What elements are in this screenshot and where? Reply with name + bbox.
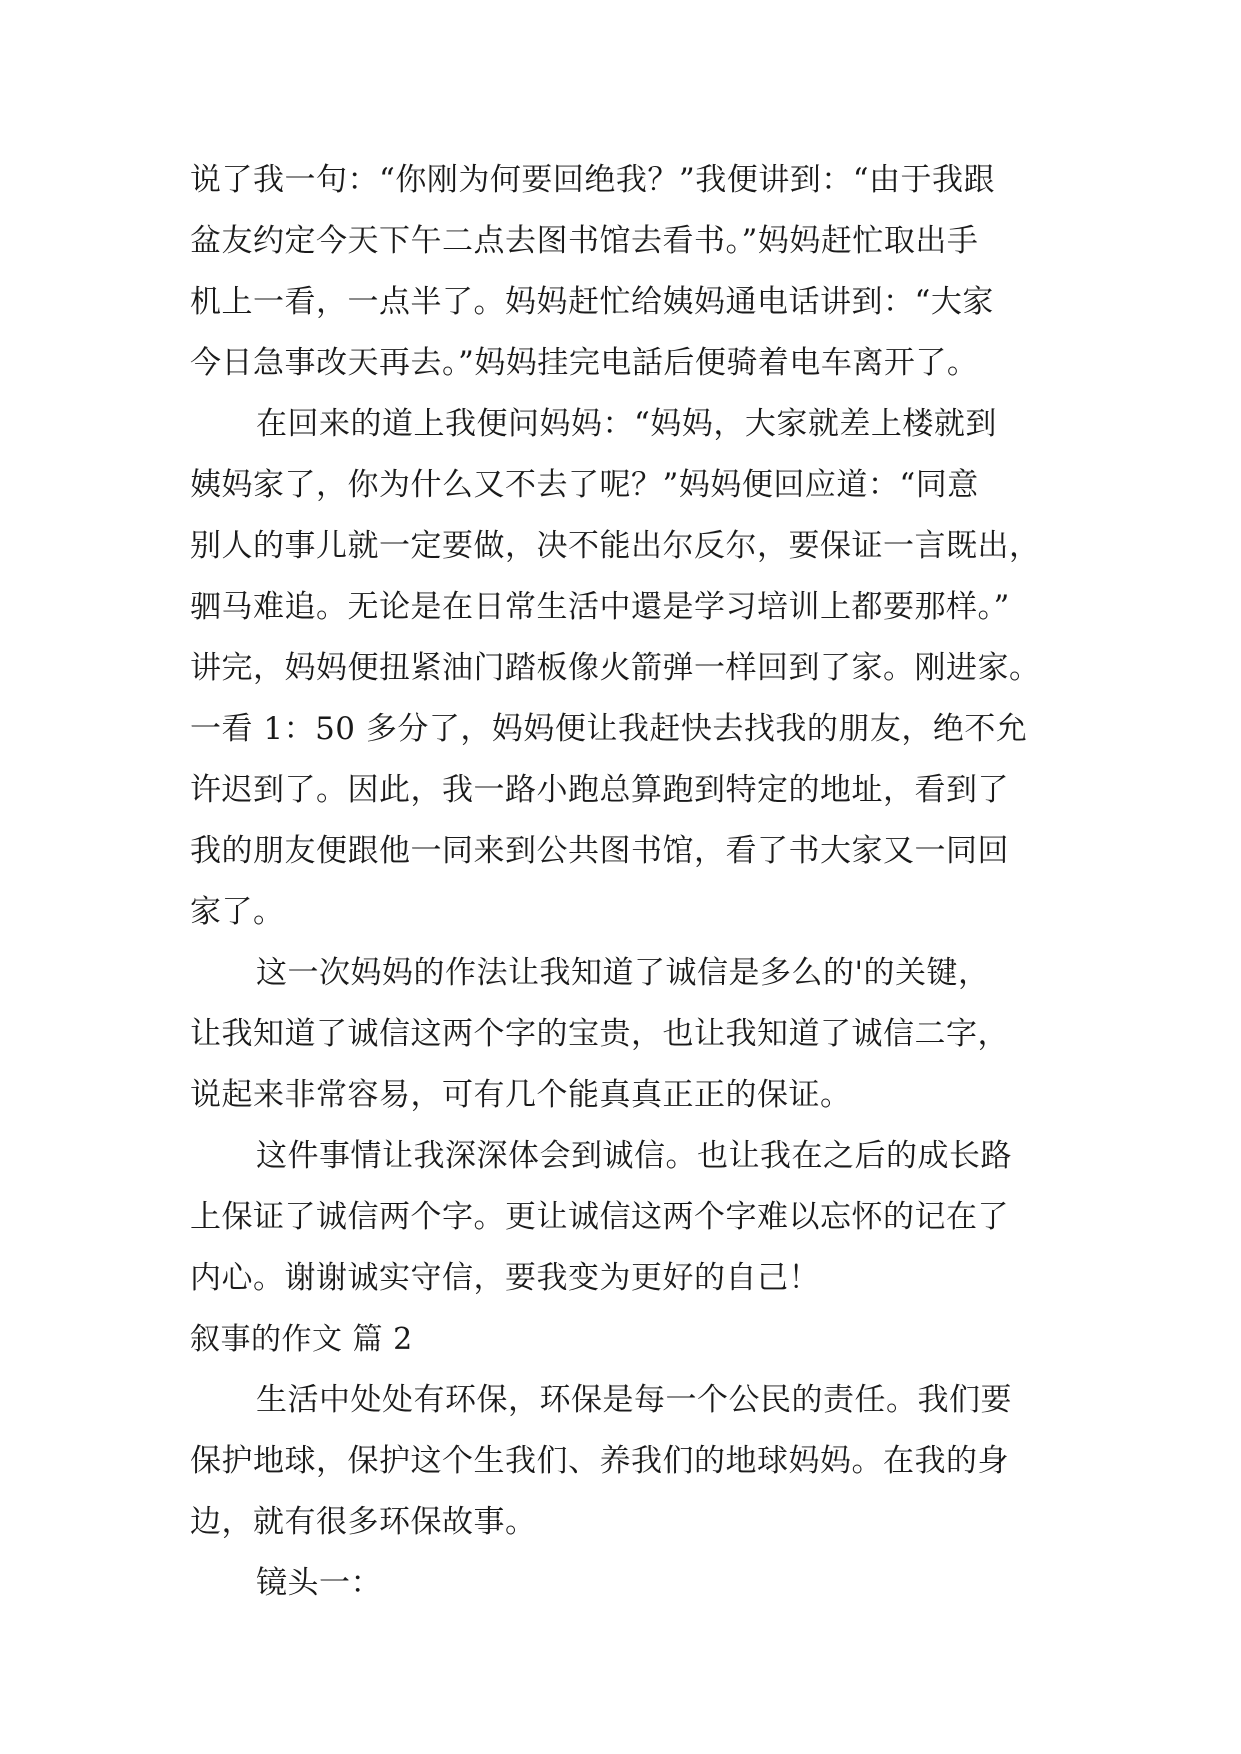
text-line: 机上一看，一点半了。妈妈赶忙给姨妈通电话讲到：“大家 (190, 284, 994, 320)
paragraph-start-line: 在回来的道上我便问妈妈：“妈妈，大家就差上楼就到 (256, 406, 997, 442)
text-line: 家了。 (190, 894, 285, 930)
text-line: 驷马难追。无论是在日常生活中還是学习培训上都要那样。” (190, 589, 1010, 625)
text-line: 让我知道了诚信这两个字的宝贵，也让我知道了诚信二字， (190, 1016, 1009, 1052)
paragraph-start-line: 这件事情让我深深体会到诚信。也让我在之后的成长路 (256, 1138, 1012, 1174)
text-line: 别人的事儿就一定要做，决不能出尔反尔，要保证一言既出， (190, 528, 1041, 564)
text-line: 说了我一句：“你刚为何要回绝我？”我便讲到：“由于我跟 (190, 162, 996, 198)
text-line: 今日急事改天再去。”妈妈挂完电話后便骑着电车离开了。 (190, 345, 979, 381)
text-line: 姨妈家了，你为什么又不去了呢？”妈妈便回应道：“同意 (190, 467, 979, 503)
text-line: 上保证了诚信两个字。更让诚信这两个字难以忘怀的记在了 (190, 1199, 1009, 1235)
text-line: 内心。谢谢诚实守信，要我变为更好的自己！ (190, 1260, 820, 1296)
text-line: 许迟到了。因此，我一路小跑总算跑到特定的地址，看到了 (190, 772, 1009, 808)
paragraph-start-line: 镜头一： (256, 1565, 382, 1601)
text-line: 保护地球，保护这个生我们、养我们的地球妈妈。在我的身 (190, 1443, 1009, 1479)
text-line: 讲完，妈妈便扭紧油门踏板像火箭弹一样回到了家。刚进家。 (190, 650, 1041, 686)
paragraph-start-line: 这一次妈妈的作法让我知道了诚信是多么的'的关键， (256, 955, 990, 991)
section-heading: 叙事的作文 篇 2 (190, 1322, 413, 1357)
text-line: 边，就有很多环保故事。 (190, 1504, 537, 1540)
paragraph-start-line: 生活中处处有环保，环保是每一个公民的责任。我们要 (256, 1382, 1012, 1418)
document-body (190, 150, 1050, 1614)
text-line: 我的朋友便跟他一同来到公共图书馆，看了书大家又一同回 (190, 833, 1009, 869)
text-line: 说起来非常容易，可有几个能真真正正的保证。 (190, 1077, 852, 1113)
text-line: 一看 1：50 多分了，妈妈便让我赶快去找我的朋友，绝不允 (190, 711, 1028, 747)
text-line: 盆友约定今天下午二点去图书馆去看书。”妈妈赶忙取出手 (190, 223, 979, 259)
